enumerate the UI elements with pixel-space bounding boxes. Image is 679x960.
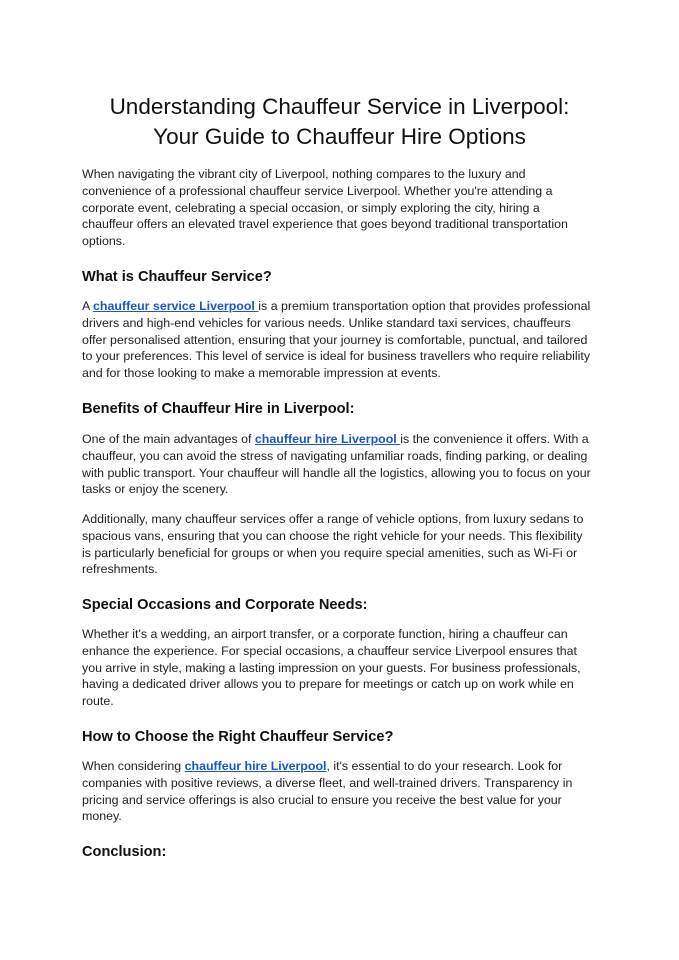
section-heading-conclusion: Conclusion: [82, 844, 167, 860]
occasions-paragraph: Whether it's a wedding, an airport transfer, or a corporate function, hiring a chauffeur can enhance the experience. For special occasions, a chauffeur service Liverpool ensures that you arrive in style, making a lasting impression on your guests. For business professionals, having a dedicated driver allows you to prepare for meetings or catch up on work while en route. [82, 627, 581, 709]
benefits-paragraph-1 [82, 431, 594, 498]
benefits-text-after: is the convenience it offers. With a chauffeur, you can avoid the stress of navigating unfamiliar roads, finding parking, or dealing with public transport. Your chauffeur will handle all the logistics, allowing you to focus on your tasks or enjoy the scenery. [82, 432, 591, 497]
chauffeur-service-liverpool-link[interactable]: chauffeur service Liverpool [93, 299, 259, 313]
what-is-text-after: is a premium transportation option that provides professional drivers and high-end vehicles for various needs. Unlike standard taxi services, chauffeurs offer personalised attention, ensuring that your journey is comfortable, punctual, and tailored to your preferences. This level of service is ideal for business travellers who require reliability and for those looking to make a memorable impression at events. [82, 299, 591, 381]
benefits-paragraph-2: Additionally, many chauffeur services offer a range of vehicle options, from luxury sedans to spacious vans, ensuring that you can choose the right vehicle for your needs. This flexibility is particularly beneficial for groups or when you require special amenities, such as Wi-Fi or refreshments. [82, 512, 584, 577]
chauffeur-hire-liverpool-link[interactable]: chauffeur hire Liverpool [254, 432, 401, 446]
page-title-line-1: Understanding Chauffeur Service in Liverpool: [109, 94, 570, 119]
section-heading-benefits: Benefits of Chauffeur Hire in Liverpool: [82, 401, 355, 417]
page-title-line-2: Your Guide to Chauffeur Hire Options [153, 124, 526, 149]
section-heading-occasions: Special Occasions and Corporate Needs: [82, 597, 368, 613]
choose-text-before: When considering [82, 759, 185, 773]
choose-text-after: , it's essential to do your research. Look for companies with positive reviews, a diverse fleet, and well-trained drivers. Transparency in pricing and service offerings is also crucial to ensure you receive the best value for your money. [82, 759, 573, 824]
chauffeur-hire-liverpool-link-2[interactable]: chauffeur hire Liverpool [184, 759, 327, 773]
what-is-paragraph [82, 298, 594, 382]
section-heading-what-is: What is Chauffeur Service? [82, 269, 272, 285]
section-heading-choose: How to Choose the Right Chauffeur Service? [82, 729, 394, 745]
page-title [60, 92, 619, 152]
benefits-text-before: One of the main advantages of [82, 432, 255, 446]
choose-paragraph [82, 758, 594, 825]
intro-paragraph: When navigating the vibrant city of Liverpool, nothing compares to the luxury and convenience of a professional chauffeur service Liverpool. Whether you're attending a corporate event, celebrating a special occasion, or simply exploring the city, hiring a chauffeur offers an elevated travel experience that goes beyond traditional transportation options. [82, 167, 568, 249]
what-is-text-before: A [82, 299, 94, 313]
